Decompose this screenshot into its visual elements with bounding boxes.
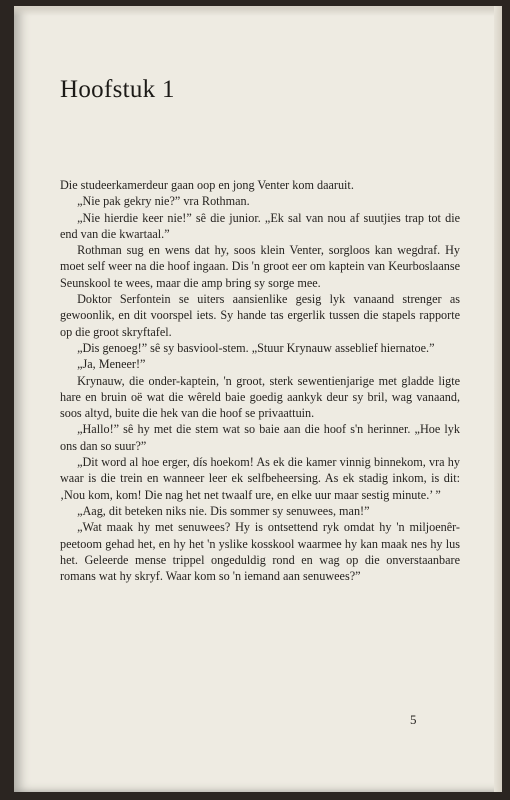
- paragraph: „Nie hierdie keer nie!” sê die junior. „Ek sal van nou af suutjies trap tot die end van die kwartaal.”: [60, 210, 460, 241]
- paragraph: „Aag, dit beteken niks nie. Dis sommer sy senuwees, man!”: [77, 503, 370, 518]
- chapter-title: Hoofstuk 1: [60, 76, 175, 103]
- paragraph: „Dit word al hoe erger, dís hoekom! As ek die kamer vinnig binnekom, vra hy waar is die trein en wanneer leer ek selfbeheersing. As ek stadig inkom, is dit: ‚Nou kom, kom! Die nag het net twaalf ure, en elke uur maar sestig minute.’ ”: [60, 455, 460, 502]
- paragraph: „Wat maak hy met senuwees? Hy is ontsettend ryk omdat hy 'n miljoenêr-peetoom gehad het, en hy het 'n yslike kosskool waarmee hy kan maak nes hy lus het. Geleerde mense trippel ongeduldig rond en wag op die onverstaanbare romans wat hy skryf. Waar kom so 'n iemand aan senuwees?”: [60, 520, 460, 584]
- page-number: 5: [410, 712, 417, 727]
- book-page: [14, 6, 502, 792]
- paragraph: Krynauw, die onder-kaptein, 'n groot, sterk sewentienjarige met gladde ligte hare en bruin oë wat die wêreld baie goedig aankyk deur sy bril, wag vanaand, soos altyd, buite die hek van die hoof se privaattuin.: [60, 373, 460, 421]
- page-top-shadow: [14, 6, 502, 16]
- paragraph: „Hallo!” sê hy met die stem wat so baie aan die hoof s'n herinner. „Hoe lyk ons dan so suur?”: [60, 422, 460, 453]
- paragraph: Die studeerkamerdeur gaan oop en jong Venter kom daaruit.: [60, 178, 354, 192]
- paragraph: „Nie pak gekry nie?” vra Rothman.: [77, 194, 250, 209]
- paragraph: „Ja, Meneer!”: [77, 357, 146, 372]
- paragraph: Rothman sug en wens dat hy, soos klein Venter, sorgloos kan wegdraf. Hy moet self weer na die hoof ingaan. Dis 'n groot eer om kaptein van Keurboslaanse Seunskool te wees, maar die amp bring sy sorge mee.: [60, 243, 460, 290]
- paragraph: „Dis genoeg!” sê sy basviool-stem. „Stuur Krynauw asseblief hiernatoe.”: [77, 340, 435, 355]
- page-edge: [494, 6, 502, 792]
- body-text: [60, 177, 460, 584]
- paragraph: Doktor Serfontein se uiters aansienlike gesig lyk vanaand strenger as gewoonlik, en dit voorspel iets. Sy hande tas ergerlik tussen die stapels rapporte op die groot skryftafel.: [60, 292, 460, 339]
